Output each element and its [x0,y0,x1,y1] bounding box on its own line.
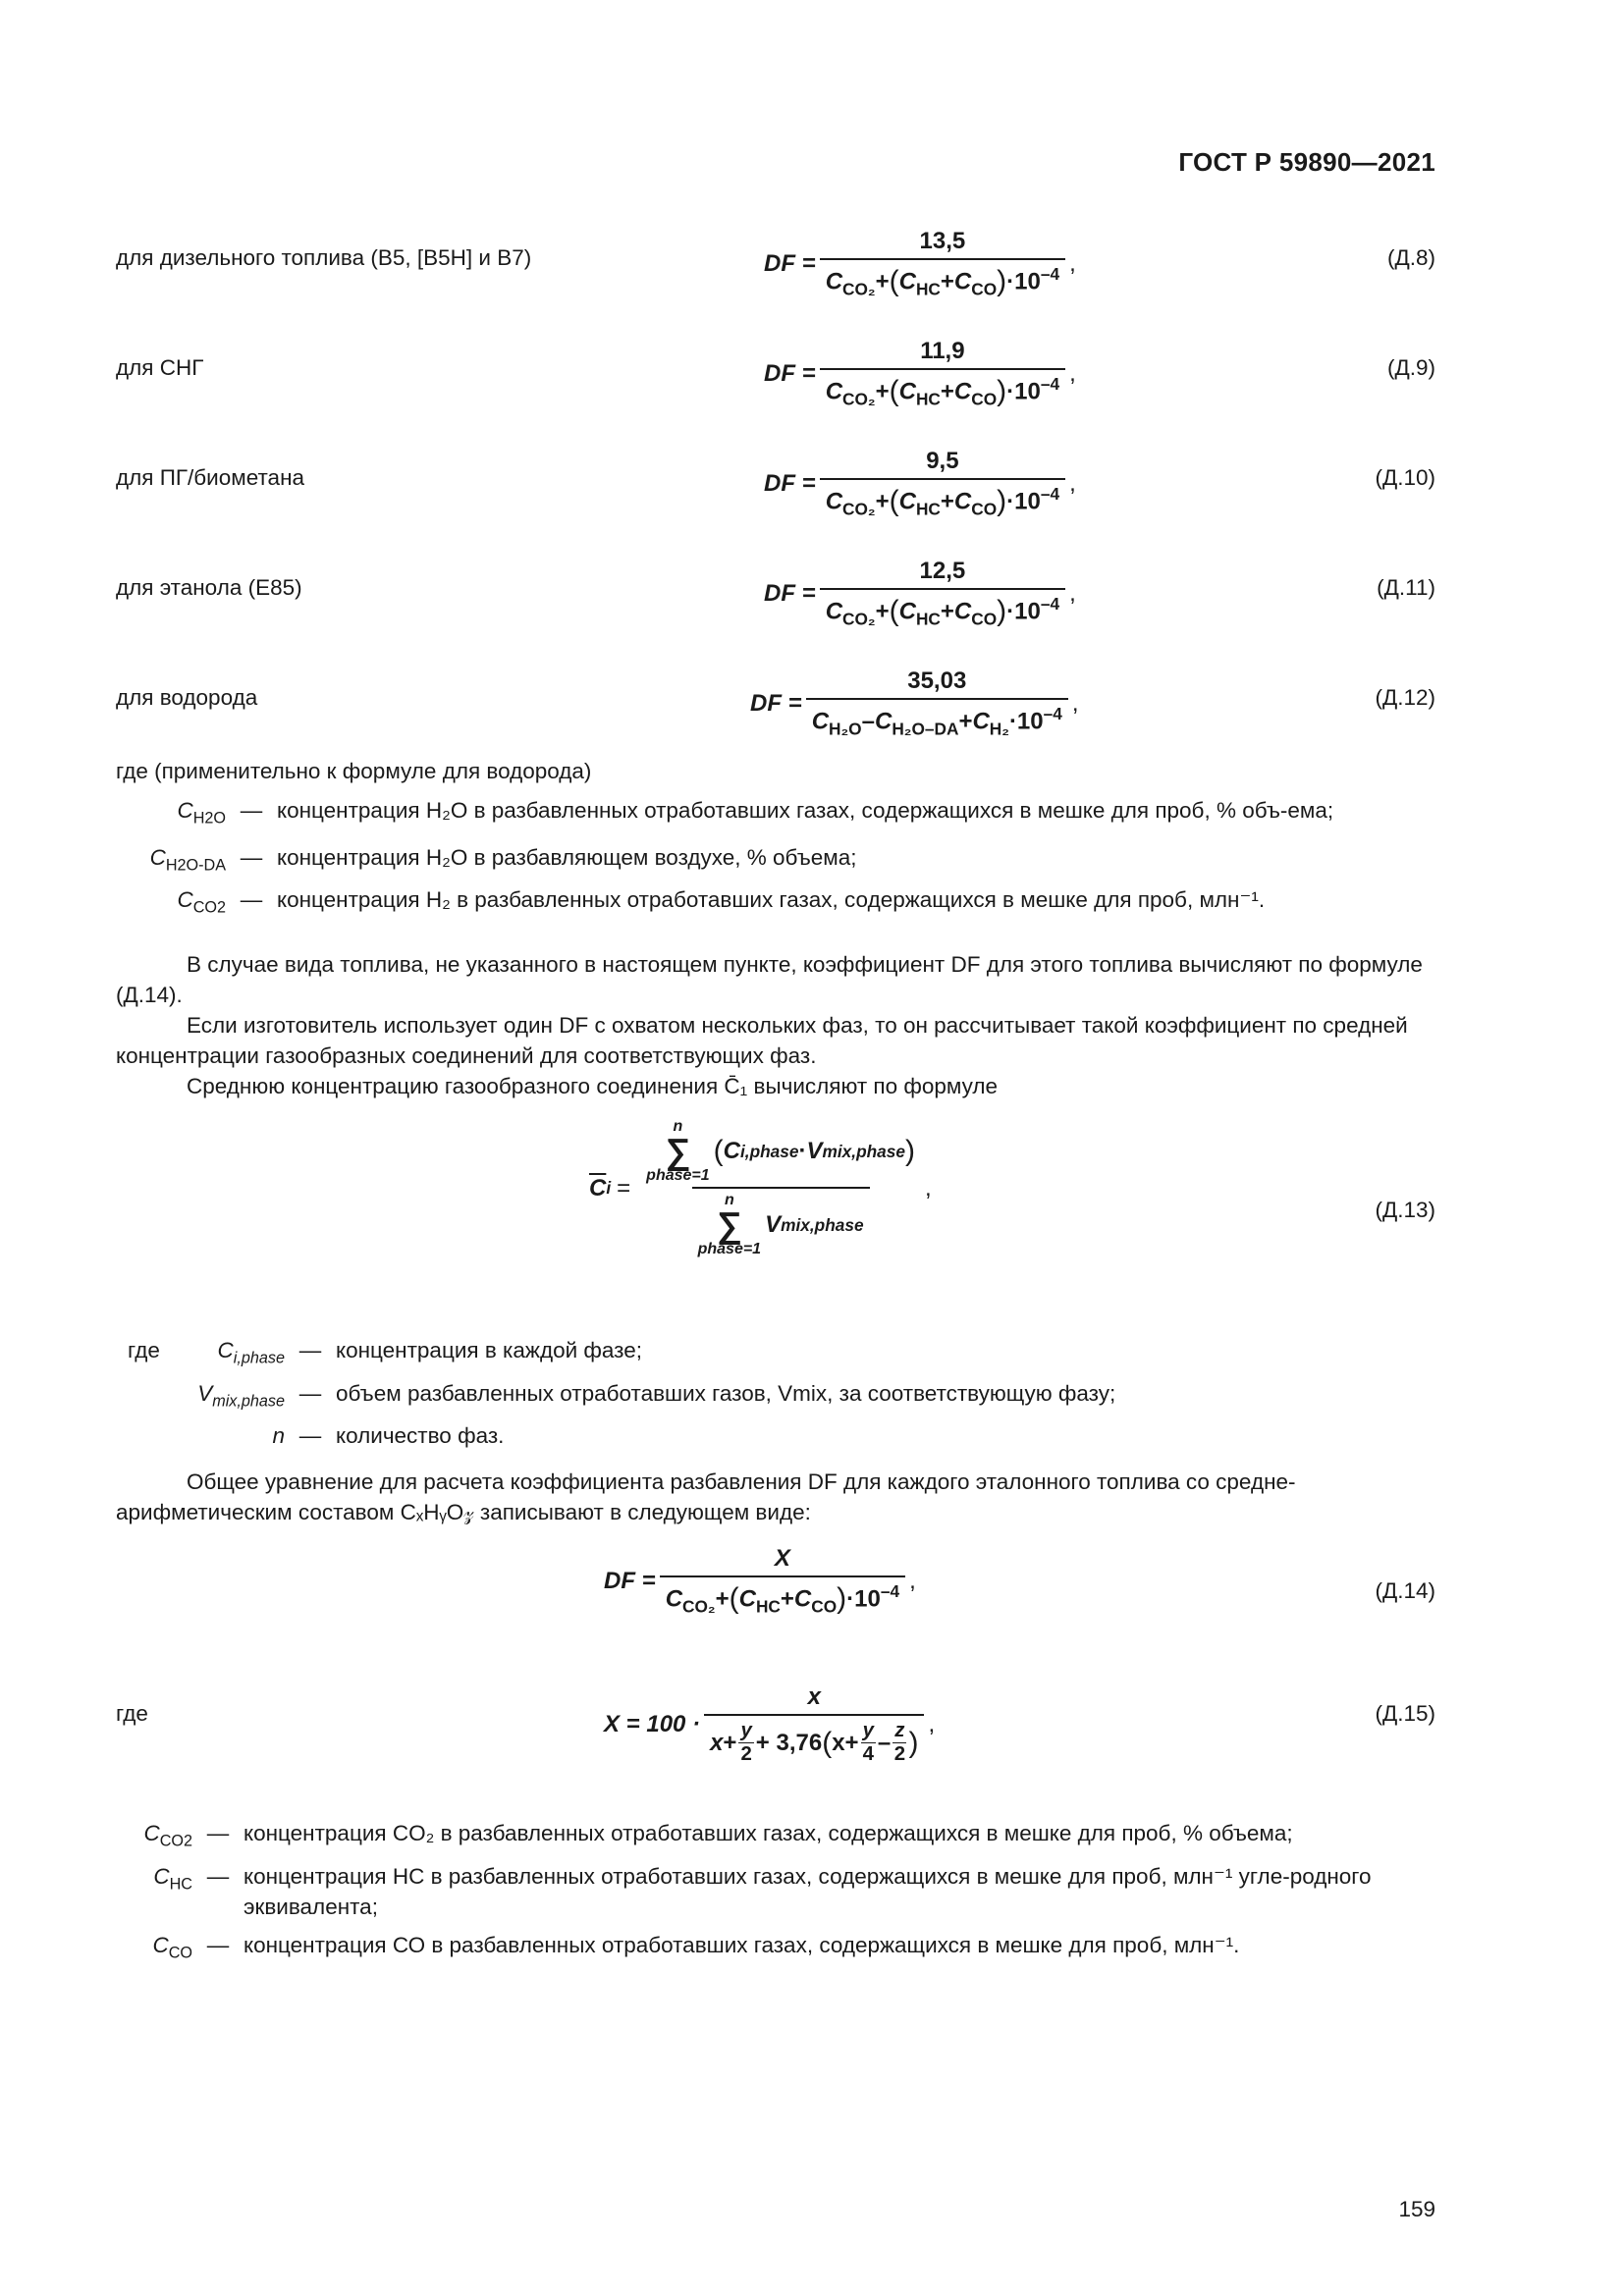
lhs: DF = [764,359,816,387]
equation-label: для СНГ [116,355,204,380]
paragraph: Среднюю концентрацию газообразного соединения C̄₁ вычисляют по формуле [187,1074,999,1098]
definition-text: количество фаз. [336,1423,505,1449]
sum-symbol: n ∑ phase=1 [646,1118,710,1184]
denominator: $C_{CO_2}+(C_{HC}+C_{CO})\cdot 10^{-4}$ [820,258,1065,300]
definition-text: концентрация CO₂ в разбавленных отработавших газах, содержащихся в мешке для проб, % объема; [243,1821,1293,1845]
sum-symbol: n ∑ phase=1 [697,1192,762,1257]
definition-text: концентрация H₂O в разбавляющем воздухе, % объема; [277,844,857,870]
denominator: $C_{CO_2}+(C_{HC}+C_{CO})\cdot 10^{-4}$ [820,368,1065,410]
equation-label: для дизельного топлива (В5, [В5Н] и В7) [116,245,532,270]
hydrogen-definitions [116,795,1441,924]
equation-formula: DF = $\frac{13,5}{C_{CO_2}+(C_{HC}+C_{CO})\cdot 10^{-4}}$ , [764,228,1076,299]
fraction [820,448,1065,520]
fraction: n ∑ phase=1 ( C i,phase · V mix,phase ) n ∑ phase=1 V mix,phase [646,1118,915,1257]
equation-formula: DF = $\frac{12,5}{C_{CO_2}+(C_{HC}+C_{CO})\cdot 10^{-4}}$ , [764,558,1076,629]
equation-number: (Д.10) [1375,465,1435,490]
fraction [820,228,1065,300]
denominator: $C_{CO_2}+(C_{HC}+C_{CO})\cdot 10^{-4}$ [820,588,1065,630]
numerator: 9,5 [926,448,959,474]
general-definitions [116,1818,1441,1968]
definition-row: $C_{H2O}$ — концентрация H₂O в разбавленных отработавших газах, содержащихся в мешке для проб, % объ-ема; [116,795,1441,834]
average-concentration-formula: $\overline{C}$ i = n ∑ phase=1 ( C i,phase · V mix,phase ) n ∑ phase=1 V mix,phase , [589,1118,932,1257]
definition-text: концентрация H₂ в разбавленных отработавших газах, содержащихся в мешке для проб, млн⁻¹. [277,887,1266,913]
phase-definitions [128,1335,1404,1460]
equation-formula: DF = $\frac{11,9}{C_{CO_2}+(C_{HC}+C_{CO})\cdot 10^{-4}}$ , [764,338,1076,409]
definition-row: $C_{HC}$ — концентрация НС в разбавленных отработавших газах, содержащихся в мешке для проб, млн⁻¹ угле-родного эквивалента; [116,1861,1441,1922]
equation-formula: DF = $\frac{9,5}{C_{CO_2}+(C_{HC}+C_{CO})\cdot 10^{-4}}$ , [764,448,1076,519]
definition-row: $C_{H2O-DA}$ — концентрация H₂O в разбавляющем воздухе, % объема; [116,842,1441,881]
where-hydrogen: где (применительно к формуле для водорода) [116,759,592,783]
hydrogen-label: для водорода [116,685,258,710]
definition-text: концентрация НС в разбавленных отработавших газах, содержащихся в мешке для проб, млн⁻¹ угле-родного эквивалента; [243,1863,1372,1919]
paragraph: В случае вида топлива, не указанного в настоящем пункте, коэффициент DF для этого топлива вычисляют по формуле (Д.14). [116,952,1423,1007]
definition-row: $C_{CO}$ — концентрация СО в разбавленных отработавших газах, содержащихся в мешке для проб, млн⁻¹. [116,1930,1441,1969]
numerator: 13,5 [919,228,966,254]
page-number: 159 [1398,2197,1435,2221]
equation-number: (Д.14) [1375,1578,1435,1603]
lhs: DF = [764,249,816,277]
equation-number: (Д.11) [1377,575,1435,600]
equation-number: (Д.12) [1375,685,1435,710]
where-label: где [116,1701,148,1726]
equation-number: (Д.15) [1375,1701,1435,1726]
numerator: 12,5 [919,558,966,584]
denominator: $C_{CO_2}+(C_{HC}+C_{CO})\cdot 10^{-4}$ [820,478,1065,520]
definition-text: концентрация H₂O в разбавленных отработавших газах, содержащихся в мешке для проб, % объ-ема; [277,798,1334,823]
equation-number: (Д.8) [1387,245,1435,270]
fraction: $\frac{X}{C_{CO_2}+(C_{HC}+C_{CO})\cdot 10^{-4}}$ [660,1545,905,1618]
paragraph: Общее уравнение для расчета коэффициента разбавления DF для каждого эталонного топлива со средне-арифметическим составом CₓHᵧO𝓏 записывают в следующем виде: [116,1469,1296,1524]
definition-row: $C_{CO2}$ — концентрация CO₂ в разбавленных отработавших газах, содержащихся в мешке для проб, % объема; [116,1818,1441,1857]
equation-label: для ПГ/биометана [116,465,305,490]
definition-row: $V_{mix,phase}$ — объем разбавленных отработавших газов, Vmix, за соответствующую фазу; [128,1378,1404,1417]
paragraph: Если изготовитель использует один DF с охватом нескольких фаз, то он рассчитывает такой коэффициент по средней концентрации газообразных соединений для соответствующих фаз. [116,1013,1408,1068]
definition-row: n — количество фаз. [128,1420,1404,1460]
definition-text: концентрация СО в разбавленных отработавших газах, содержащихся в мешке для проб, млн⁻¹. [243,1932,1240,1957]
fraction: x x + $\frac{y}{2}$ + 3,76 ( x + $\frac{y}{4}$ – z 2 ) [704,1683,924,1766]
definition-row: $C_{CO2}$ — концентрация H₂ в разбавленных отработавших газах, содержащихся в мешке для проб, млн⁻¹. [116,884,1441,924]
equation-number: (Д.9) [1387,355,1435,380]
dilution-factor-general-formula: DF = $\frac{X}{C_{CO_2}+(C_{HC}+C_{CO})\cdot 10^{-4}}$ , [604,1545,916,1617]
x-formula: X = 100 · x x + $\frac{y}{2}$ + 3,76 ( x + $\frac{y}{4}$ – z 2 ) , [604,1683,936,1765]
definition-row: где $C_{i,phase}$ — концентрация в каждой фазе; [128,1335,1404,1374]
lhs: DF = [764,469,816,497]
equation-label: для этанола (Е85) [116,575,302,600]
fraction: $\frac{35,03}{C_{H_2O}-C_{H_2O-DA}+C_{H_2}\cdot 10^{-4}}$ [806,667,1068,740]
fraction [820,338,1065,410]
equation-number: (Д.13) [1375,1198,1435,1222]
hydrogen-formula: DF = $\frac{35,03}{C_{H_2O}-C_{H_2O-DA}+C_{H_2}\cdot 10^{-4}}$ , [750,667,1079,739]
numerator: 11,9 [920,338,965,364]
definition-text: концентрация в каждой фазе; [336,1338,643,1362]
fraction [820,558,1065,630]
definition-text: объем разбавленных отработавших газов, Vmix, за соответствующую фазу; [336,1380,1116,1406]
lhs: DF = [764,579,816,607]
document-header: ГОСТ Р 59890—2021 [1178,147,1435,177]
